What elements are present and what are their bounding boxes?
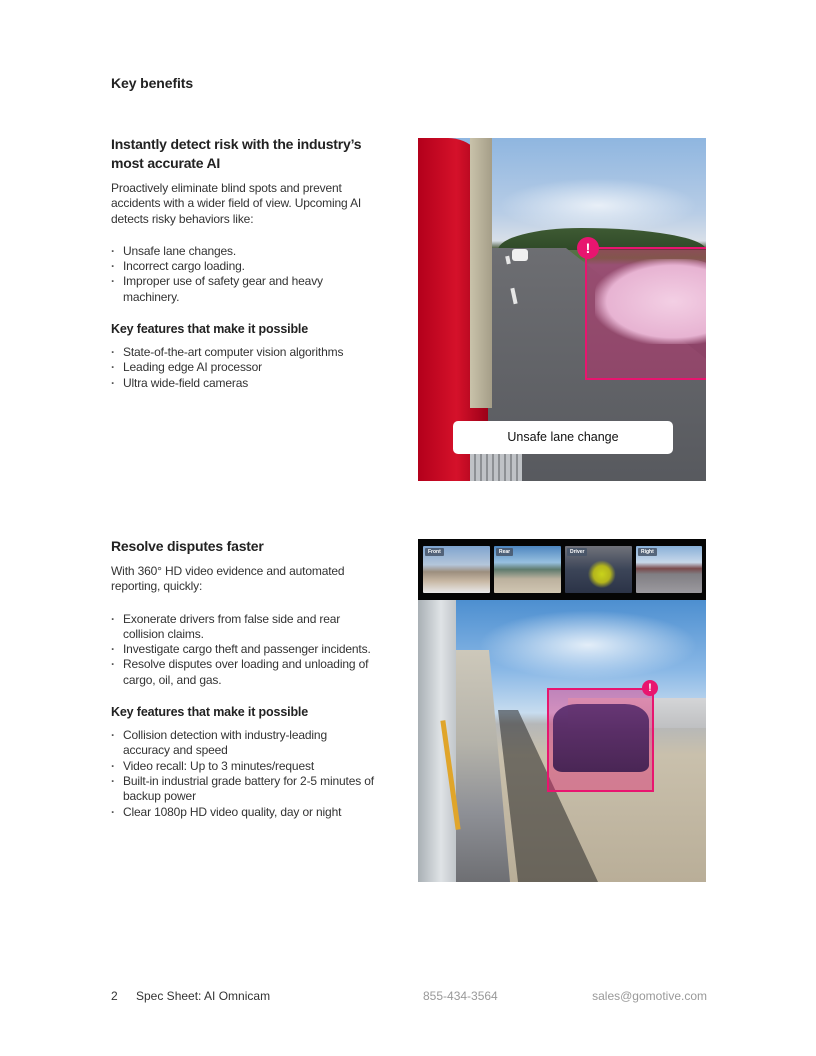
benefit-intro: Proactively eliminate blind spots and prevent accidents with a wider field of view. Upcoming AI detects risky behaviors like: — [111, 181, 362, 226]
thumbnail-label: Right — [638, 548, 657, 556]
benefit-heading: Resolve disputes faster — [111, 538, 264, 554]
trailer — [470, 138, 492, 408]
list-item: · Video recall: Up to 3 minutes/request — [111, 759, 376, 774]
thumbnail-label: Rear — [496, 548, 513, 556]
cloud — [478, 610, 698, 680]
truck-step — [470, 454, 522, 481]
list-item: · Leading edge AI processor — [111, 360, 376, 375]
list-item: · Clear 1080p HD video quality, day or night — [111, 805, 376, 820]
risk-behaviors-list — [111, 244, 376, 305]
list-item: · Improper use of safety gear and heavy machinery. — [111, 274, 376, 305]
footer — [111, 989, 707, 1005]
detected-car — [595, 259, 706, 344]
features-list — [111, 345, 376, 391]
list-item: · Investigate cargo theft and passenger incidents. — [111, 642, 376, 657]
dispute-uses-list — [111, 612, 376, 688]
list-item: · Built-in industrial grade battery for 2-5 minutes of backup power — [111, 774, 376, 805]
list-item: · Incorrect cargo loading. — [111, 259, 376, 274]
lane-change-detection-image — [418, 138, 706, 481]
alert-icon: ! — [642, 680, 658, 696]
multi-camera-collision-image — [418, 539, 706, 882]
alert-icon: ! — [577, 237, 599, 259]
features-heading: Key features that make it possible — [111, 322, 309, 337]
thumbnail-driver — [565, 546, 632, 593]
truck-side — [418, 600, 456, 882]
features-heading: Key features that make it possible — [111, 705, 309, 720]
page-number: 2 — [111, 989, 118, 1003]
list-item: · Resolve disputes over loading and unloading of cargo, oil, and gas. — [111, 657, 376, 688]
thumbnail-right — [636, 546, 702, 593]
section-title: Key benefits — [111, 75, 194, 91]
benefit-detect-risk — [111, 135, 376, 391]
thumbnail-label: Front — [425, 548, 444, 556]
benefit-resolve-disputes — [111, 537, 376, 820]
detection-bounding-box — [585, 247, 706, 380]
list-item: · Unsafe lane changes. — [111, 244, 376, 259]
distant-car — [512, 249, 528, 261]
event-label: Unsafe lane change — [453, 421, 673, 454]
list-item: · Ultra wide-field cameras — [111, 376, 376, 391]
thumbnail-rear — [494, 546, 561, 593]
list-item: · Exonerate drivers from false side and rear collision claims. — [111, 612, 376, 643]
detected-pickup-truck — [553, 704, 649, 772]
benefit-intro: With 360° HD video evidence and automated reporting, quickly: — [111, 564, 345, 594]
camera-thumbnail-strip — [418, 539, 706, 600]
detection-bounding-box — [547, 688, 654, 792]
features-list — [111, 728, 376, 820]
thumbnail-front — [423, 546, 490, 593]
benefit-heading: Instantly detect risk with the industry’s most accurate AI — [111, 136, 362, 171]
cloud — [498, 178, 698, 233]
thumbnail-label: Driver — [567, 548, 587, 556]
list-item: · State-of-the-art computer vision algorithms — [111, 345, 376, 360]
phone-number: 855-434-3564 — [423, 989, 498, 1003]
list-item: · Collision detection with industry-leading accuracy and speed — [111, 728, 376, 759]
email-link[interactable]: sales@gomotive.com — [592, 989, 707, 1003]
side-camera-view — [418, 600, 706, 882]
document-title: Spec Sheet: AI Omnicam — [136, 989, 271, 1003]
